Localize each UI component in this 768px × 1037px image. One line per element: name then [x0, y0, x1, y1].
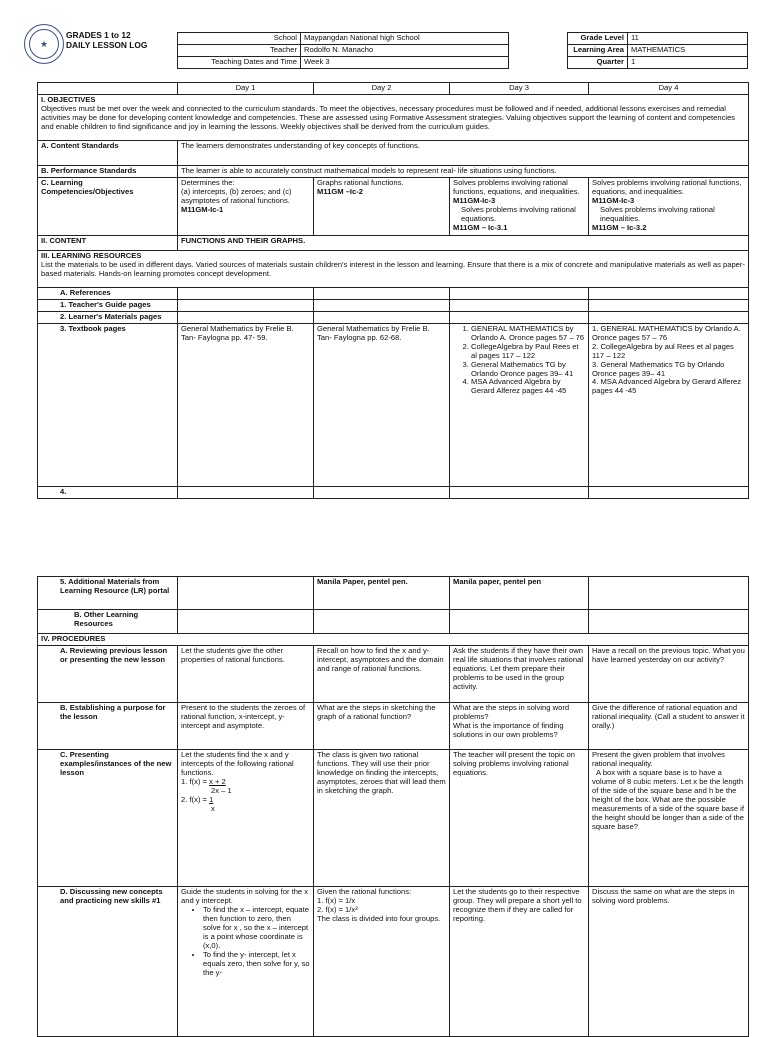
competencies-day3-code: M11GM-Ic-3: [453, 195, 496, 205]
competencies-day1: [178, 177, 314, 235]
resources-text: List the materials to be used in different days. Varied sources of materials sustain children's interest in the lesson and learning. Ensure that there is a mix of concrete and manipulative materials as well as paper-based materials. Hands-on learning promotes concept development.: [41, 259, 745, 278]
content-label: II. CONTENT: [38, 235, 178, 250]
grade-label: Grade Level: [568, 33, 628, 45]
procedure-c-day4: [589, 749, 749, 886]
textbook-day3-item: 1. GENERAL MATHEMATICS by Orlando A. Oronce pages 57 – 76: [471, 325, 585, 343]
procedure-c-label: C. Presenting examples/instances of the new lesson: [38, 749, 178, 886]
day-4-header: Day 4: [589, 83, 749, 95]
competencies-label: C. Learning Competencies/Objectives: [38, 177, 178, 235]
procedure-b-day3: [450, 702, 589, 749]
procedure-a-day2: Recall on how to find the x and y-intercept, asymptotes and the domain and range of rational functions.: [314, 645, 450, 702]
procedure-b-row: [38, 702, 749, 749]
procedure-d-day4: Discuss the same on what are the steps in solving word problems.: [589, 886, 749, 1036]
procedure-a-day4: Have a recall on the previous topic. What you have learned yesterday on our activity?: [589, 645, 749, 702]
objectives-text: Objectives must be met over the week and connected to the curriculum standards. To meet the objectives, necessary procedures must be followed and if needed, additional lessons exercises and remedial activities may be done for developing content knowledge and competencies. These are assessed using Formative Assessment strategies. Valuing objectives support the learning of content and competencies and enable children to find significance and joy in learning the lessons. Weekly objectives shall be derived from the curriculum guides.: [41, 103, 736, 131]
textbook-day3-item: 2. CollegeAlgebra by Paul Rees et al pages 117 – 122: [471, 343, 585, 361]
competencies-day3-code2: M11GM – Ic-3.1: [453, 222, 508, 232]
textbook-day3-item: 4. MSA Advanced Algebra by Gerard Alferez pages 44 -45: [471, 378, 585, 396]
competencies-day1-line: Determines the:: [181, 177, 235, 187]
textbook-day4: [589, 323, 749, 486]
objectives-heading: I. OBJECTIVES: [41, 94, 96, 104]
competencies-day2: [314, 177, 450, 235]
procedures-heading: IV. PROCEDURES: [38, 634, 749, 646]
other-resources-label: B. Other Learning Resources: [38, 610, 178, 634]
header-info-table: [177, 32, 748, 69]
performance-standards-row: [38, 165, 749, 177]
content-standards-value: The learners demonstrates understanding of key concepts of functions.: [178, 140, 749, 165]
references-row: [38, 287, 749, 299]
competencies-day3-text2: Solves problems involving rational equations.: [461, 204, 576, 223]
procedure-d-day2-note: The class is divided into four groups.: [317, 913, 441, 923]
formula-2-lhs: 2. f(x) =: [181, 794, 210, 804]
competencies-day2-code: M11GM –Ic-2: [317, 186, 364, 196]
procedure-b-day1: Present to the students the zeroes of rational function, x-intercept, y- intercept and asymptote.: [178, 702, 314, 749]
lm-row: [38, 311, 749, 323]
competencies-day3: [450, 177, 589, 235]
quarter-label: Quarter: [568, 57, 628, 69]
procedure-a-day3: Ask the students if they have their own real life situations that involves rational equations. Let them prepare their problems to be used in the group activity.: [450, 645, 589, 702]
competencies-day4-code2: M11GM – Ic-3.2: [592, 222, 647, 232]
dates-value: Week 3: [301, 57, 509, 69]
procedure-d-row: [38, 886, 749, 1036]
formula-2: [181, 796, 310, 805]
textbook-row: [38, 323, 749, 486]
procedure-b-day2: What are the steps in sketching the graph of a rational function?: [314, 702, 450, 749]
procedure-c-day4-text: Present the given problem that involves rational inequality.: [592, 749, 725, 768]
procedure-d-day1-text: Guide the students in solving for the x and y intercept.: [181, 886, 309, 905]
days-header-row: [38, 83, 749, 95]
textbook-day3: [450, 323, 589, 486]
additional-materials-row: [38, 577, 749, 610]
competencies-day4-text2: Solves problems involving rational inequalities.: [600, 204, 715, 223]
area-value: MATHEMATICS: [628, 45, 748, 57]
formula-2-numerator: 1: [209, 794, 214, 804]
textbook-day2: General Mathematics by Frelie B. Tan- Faylogna pp. 62-68.: [314, 323, 450, 486]
other-resources-row: [38, 610, 749, 634]
procedure-c-day1: [178, 749, 314, 886]
procedure-b-day3-text: What are the steps in solving word problems?: [453, 702, 570, 721]
title-line-1: GRADES 1 to 12: [66, 30, 131, 40]
content-standards-row: [38, 140, 749, 165]
textbook-day3-item: 3. General Mathematics TG by Orlando Oronce pages 39– 41: [471, 361, 585, 379]
formula-1-denominator: 2x – 1: [211, 785, 232, 795]
competencies-day1-text: (a) intercepts, (b) zeroes; and (c) asymptotes of rational functions.: [181, 186, 292, 205]
competencies-row: [38, 177, 749, 235]
lesson-log-table-2: [37, 576, 749, 1037]
day-2-header: Day 2: [314, 83, 450, 95]
procedure-b-day4: Give the difference of rational equation and rational inequality. (Call a student to answer it orally.): [589, 702, 749, 749]
formula-1-lhs: 1. f(x) =: [181, 776, 210, 786]
procedure-d-label: D. Discussing new concepts and practicing new skills #1: [38, 886, 178, 1036]
additional-day3: Manila paper, pentel pen: [450, 577, 589, 610]
procedure-c-day4-problem: A box with a square base is to have a volume of 8 cubic meters. Let x be the length of the side of the square base and h be the height of the box. What are the possible measurements of a side of the square base if the height should be longer than a side of the square base?: [592, 767, 744, 831]
seal-star-icon: ★: [29, 29, 59, 59]
formula-1: [181, 778, 310, 787]
procedure-a-day1: Let the students give the other properties of rational functions.: [178, 645, 314, 702]
item4-row: [38, 486, 749, 498]
tg-label: 1. Teacher's Guide pages: [38, 299, 178, 311]
textbook-label: 3. Textbook pages: [38, 323, 178, 486]
procedure-d-day1: [178, 886, 314, 1036]
content-standards-label: A. Content Standards: [38, 140, 178, 165]
additional-label: 5. Additional Materials from Learning Resource (LR) portal: [38, 577, 178, 610]
procedure-c-day1-text: Let the students find the x and y intercepts of the following rational functions.: [181, 749, 294, 777]
procedure-a-label: A. Reviewing previous lesson or presenting the new lesson: [38, 645, 178, 702]
area-label: Learning Area: [568, 45, 628, 57]
procedure-a-row: [38, 645, 749, 702]
item4-label: 4.: [38, 486, 178, 498]
textbook-day1: General Mathematics by Frelie B. Tan- Faylogna pp. 47- 59.: [178, 323, 314, 486]
procedure-d-day2-text: Given the rational functions:: [317, 886, 412, 896]
title-line-2: DAILY LESSON LOG: [66, 40, 148, 51]
lesson-log-table-1: [37, 82, 749, 499]
lm-label: 2. Learner's Materials pages: [38, 311, 178, 323]
textbook-day4-item: 1. GENERAL MATHEMATICS by Orlando A. Oronce pages 57 – 76: [592, 323, 741, 342]
competencies-day4: [589, 177, 749, 235]
procedure-d-day2-formula: 1. f(x) = 1/x: [317, 895, 356, 905]
performance-standards-value: The learner is able to accurately construct mathematical models to represent real- life situations using functions.: [178, 165, 749, 177]
procedure-d-day2: [314, 886, 450, 1036]
resources-row: [38, 250, 749, 287]
competencies-day4-text: Solves problems involving rational functions, equations, and inequalities.: [592, 177, 742, 196]
school-label: School: [178, 33, 301, 45]
additional-day2: Manila Paper, pentel pen.: [314, 577, 450, 610]
procedure-c-row: [38, 749, 749, 886]
teacher-value: Rodolfo N. Manacho: [301, 45, 509, 57]
procedure-b-day3-text2: What is the importance of finding solutions in our own problems?: [453, 720, 564, 739]
tg-row: [38, 299, 749, 311]
procedure-d-day1-bullet: • To find the y- intercept, let x equals zero, then solve for y, so the y-: [203, 951, 310, 978]
procedure-c-day2: The class is given two rational functions. They will use their prior knowledge on finding the intercepts, asymptotes, zeroes that will lead them in sketching the graph.: [314, 749, 450, 886]
procedure-d-day3: Let the students go to their respective group. They will prepare a short yell to recognize them if they are called for reporting.: [450, 886, 589, 1036]
content-value: FUNCTIONS AND THEIR GRAPHS.: [178, 235, 749, 250]
references-label: A. References: [38, 287, 178, 299]
quarter-value: 1: [628, 57, 748, 69]
school-value: Maypangdan National high School: [301, 33, 509, 45]
dates-label: Teaching Dates and Time: [178, 57, 301, 69]
competencies-day1-code: M11GM-Ic-1: [181, 204, 224, 214]
day-1-header: Day 1: [178, 83, 314, 95]
procedures-heading-row: [38, 634, 749, 646]
resources-heading: III. LEARNING RESOURCES: [41, 250, 142, 260]
textbook-day4-item: 2. CollegeAlgebra by aul Rees et al pages 117 – 122: [592, 341, 734, 360]
objectives-row: [38, 94, 749, 140]
textbook-day4-item: 4. MSA Advanced Algebra by Gerard Alferez pages 44 -45: [592, 377, 742, 396]
textbook-day4-item: 3. General Mathematics TG by Orlando Oronce pages 39– 41: [592, 359, 725, 378]
grade-value: 11: [628, 33, 748, 45]
competencies-day4-code: M11GM-Ic-3: [592, 195, 635, 205]
teacher-label: Teacher: [178, 45, 301, 57]
formula-2-denominator: x: [211, 803, 215, 813]
competencies-day2-text: Graphs rational functions.: [317, 177, 404, 187]
performance-standards-label: B. Performance Standards: [38, 165, 178, 177]
procedure-b-label: B. Establishing a purpose for the lesson: [38, 702, 178, 749]
deped-seal-logo: [24, 24, 64, 64]
content-row: [38, 235, 749, 250]
procedure-d-day2-formula: 2. f(x) = 1/x²: [317, 904, 358, 914]
day-3-header: Day 3: [450, 83, 589, 95]
form-title: [66, 30, 147, 50]
formula-1-numerator: x + 2: [209, 776, 226, 786]
competencies-day3-text: Solves problems involving rational functions, equations, and inequalities.: [453, 177, 580, 196]
procedure-d-day1-bullet: • To find the x – intercept, equate then function to zero, then solve for x , so the x – intercept is a point whose coordinate is (x,0).: [203, 906, 310, 951]
procedure-c-day3: The teacher will present the topic on solving problems involving rational equations.: [450, 749, 589, 886]
